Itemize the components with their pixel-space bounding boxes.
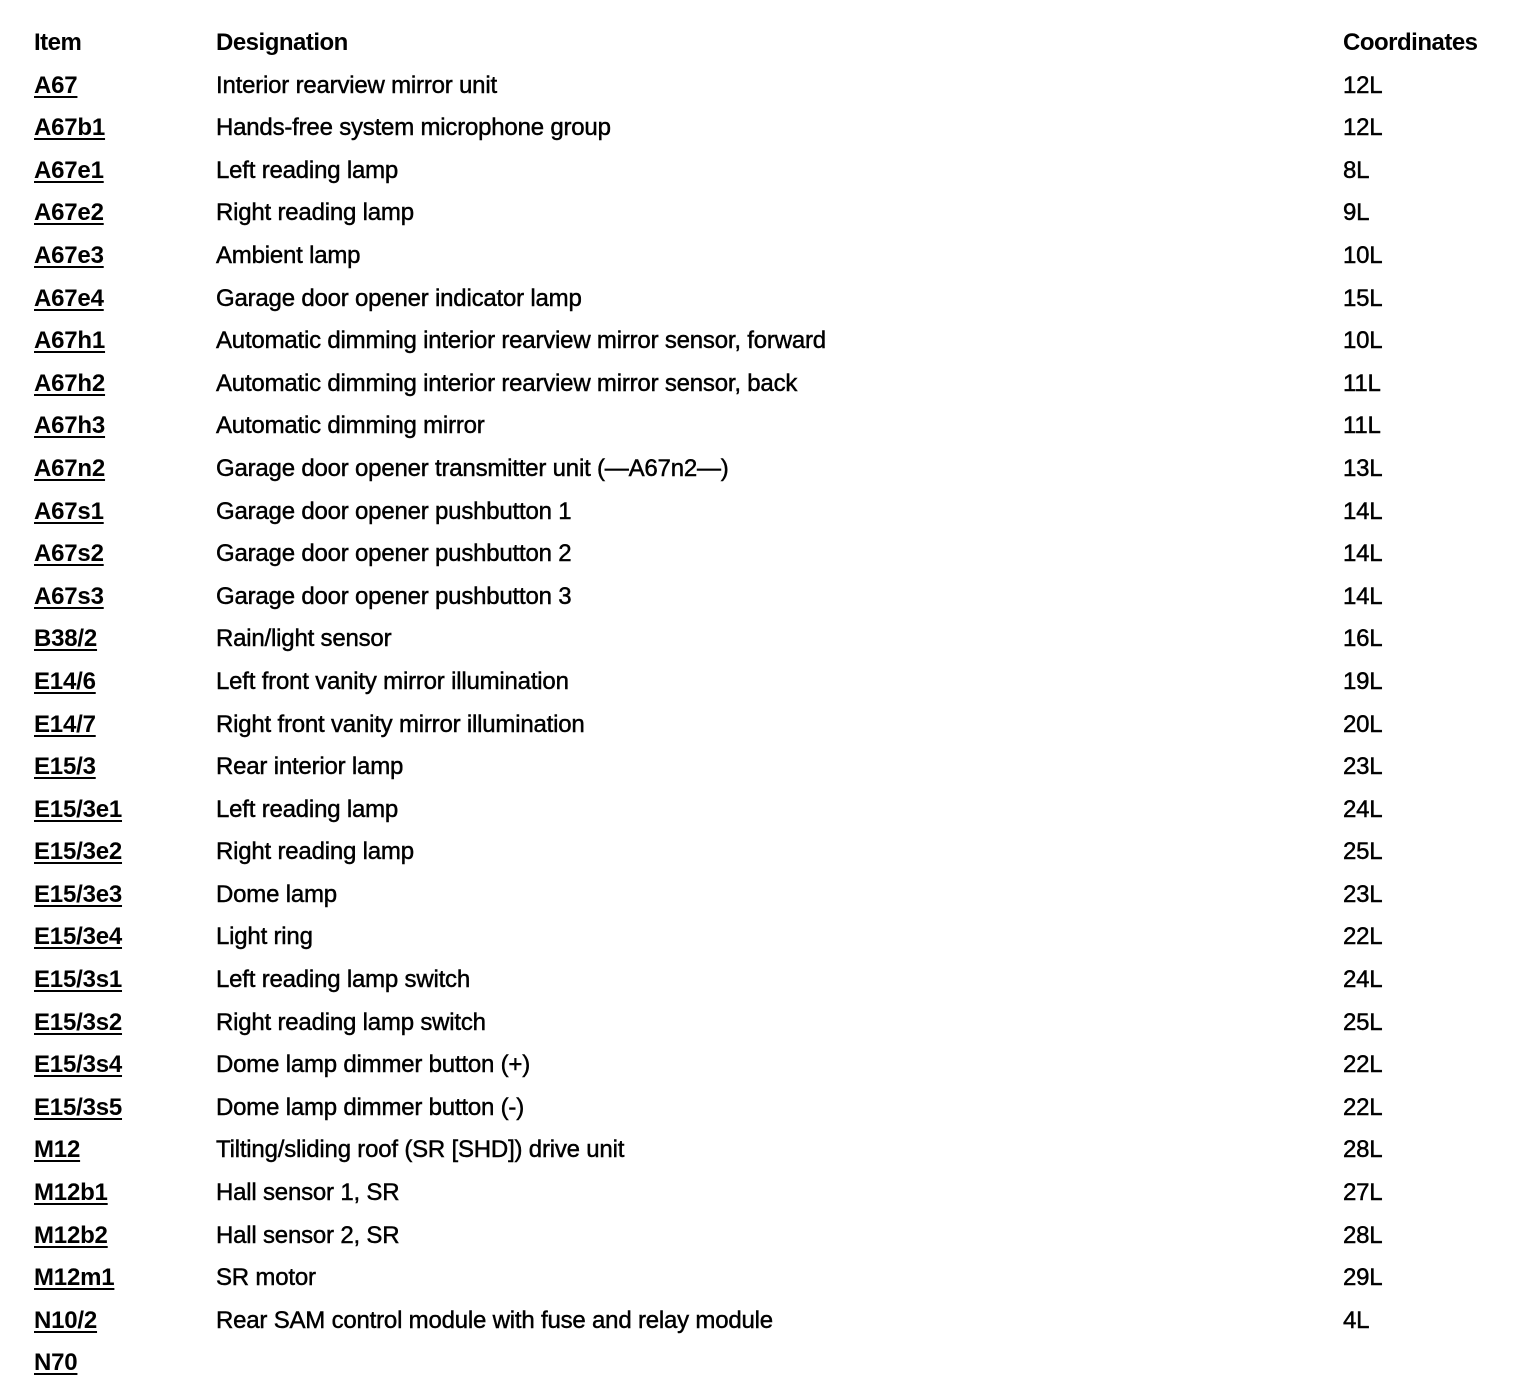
item-link[interactable]: E15/3e2 — [34, 838, 123, 866]
coordinates-cell — [1343, 1342, 1504, 1385]
table-row — [34, 1342, 1504, 1385]
header-designation: Designation — [216, 29, 348, 56]
item-cell — [34, 363, 216, 406]
table-row — [34, 1002, 1504, 1045]
item-cell — [34, 235, 216, 278]
designation-cell: Right front vanity mirror illumination — [216, 710, 585, 738]
table-row — [34, 1300, 1504, 1343]
coordinates-cell: 24L — [1343, 795, 1383, 823]
item-link[interactable]: E15/3e3 — [34, 880, 123, 908]
table-row — [34, 1215, 1504, 1258]
designation-cell: Automatic dimming interior rearview mirror sensor, forward — [216, 327, 826, 355]
item-cell — [34, 1300, 216, 1343]
item-cell — [34, 278, 216, 321]
table-row — [34, 65, 1504, 108]
item-cell — [34, 618, 216, 661]
coordinates-cell: 10L — [1343, 327, 1383, 355]
item-link[interactable]: E15/3e1 — [34, 795, 123, 823]
item-cell — [34, 150, 216, 193]
item-link[interactable]: A67n2 — [34, 454, 106, 482]
coordinates-cell: 23L — [1343, 880, 1383, 908]
item-link[interactable]: E15/3s1 — [34, 966, 123, 994]
item-cell — [34, 661, 216, 704]
item-link[interactable]: A67e3 — [34, 241, 104, 269]
designation-cell: Rain/light sensor — [216, 625, 392, 653]
item-cell — [34, 746, 216, 789]
table-row — [34, 874, 1504, 917]
table-row — [34, 1172, 1504, 1215]
item-link[interactable]: A67e2 — [34, 199, 104, 227]
coordinates-cell: 22L — [1343, 1093, 1383, 1121]
coordinates-cell: 13L — [1343, 454, 1383, 482]
item-link[interactable]: E15/3s2 — [34, 1008, 123, 1036]
coordinates-cell: 29L — [1343, 1264, 1383, 1292]
item-link[interactable]: M12m1 — [34, 1264, 115, 1292]
designation-cell: Dome lamp — [216, 880, 337, 908]
designation-cell: Garage door opener pushbutton 1 — [216, 497, 572, 525]
designation-cell: Hall sensor 1, SR — [216, 1179, 400, 1207]
designation-cell — [216, 1342, 1343, 1385]
coordinates-cell: 11L — [1343, 412, 1381, 440]
designation-cell: Light ring — [216, 923, 313, 951]
item-link[interactable]: N70 — [34, 1349, 78, 1377]
item-cell — [34, 1087, 216, 1130]
designation-cell: Tilting/sliding roof (SR [SHD]) drive unit — [216, 1136, 625, 1164]
item-link[interactable]: A67s1 — [34, 497, 104, 525]
item-cell — [34, 491, 216, 534]
item-cell — [34, 1172, 216, 1215]
designation-cell: Dome lamp dimmer button (-) — [216, 1093, 525, 1121]
table-row — [34, 150, 1504, 193]
designation-cell: Hall sensor 2, SR — [216, 1221, 400, 1249]
table-row — [34, 1257, 1504, 1300]
table-row — [34, 320, 1504, 363]
item-link[interactable]: B38/2 — [34, 625, 98, 653]
item-cell — [34, 320, 216, 363]
designation-cell: Right reading lamp switch — [216, 1008, 486, 1036]
coordinates-cell: 10L — [1343, 241, 1383, 269]
table-row — [34, 491, 1504, 534]
item-cell — [34, 789, 216, 832]
table-row — [34, 363, 1504, 406]
item-link[interactable]: E15/3s4 — [34, 1051, 123, 1079]
coordinates-cell: 14L — [1343, 582, 1383, 610]
header-item: Item — [34, 29, 82, 56]
table-row — [34, 704, 1504, 747]
item-link[interactable]: A67h3 — [34, 412, 106, 440]
coordinates-cell: 16L — [1343, 625, 1383, 653]
coordinates-cell: 22L — [1343, 1051, 1383, 1079]
designation-cell: Garage door opener pushbutton 2 — [216, 540, 572, 568]
table-row — [34, 192, 1504, 235]
item-cell — [34, 1257, 216, 1300]
item-link[interactable]: E15/3s5 — [34, 1093, 123, 1121]
item-cell — [34, 704, 216, 747]
coordinates-cell: 25L — [1343, 1008, 1383, 1036]
item-cell — [34, 831, 216, 874]
coordinates-cell: 19L — [1343, 667, 1383, 695]
item-cell — [34, 1129, 216, 1172]
coordinates-cell: 8L — [1343, 156, 1370, 184]
item-link[interactable]: M12 — [34, 1136, 81, 1164]
coordinates-cell: 14L — [1343, 540, 1383, 568]
item-cell — [34, 533, 216, 576]
table-row — [34, 107, 1504, 150]
table-row — [34, 533, 1504, 576]
coordinates-cell: 20L — [1343, 710, 1383, 738]
item-link[interactable]: N10/2 — [34, 1306, 98, 1334]
item-cell — [34, 107, 216, 150]
designation-cell: Right reading lamp — [216, 838, 414, 866]
designation-cell: Left reading lamp — [216, 156, 399, 184]
item-link[interactable]: A67s2 — [34, 540, 104, 568]
item-cell — [34, 959, 216, 1002]
item-link[interactable]: A67s3 — [34, 582, 104, 610]
item-cell — [34, 1002, 216, 1045]
coordinates-cell: 15L — [1343, 284, 1383, 312]
item-link[interactable]: A67e1 — [34, 156, 104, 184]
coordinates-cell: 23L — [1343, 753, 1383, 781]
table-row — [34, 618, 1504, 661]
coordinates-cell: 24L — [1343, 966, 1383, 994]
designation-cell: Ambient lamp — [216, 241, 361, 269]
item-link[interactable]: M12b1 — [34, 1179, 108, 1207]
table-row — [34, 576, 1504, 619]
coordinates-cell: 14L — [1343, 497, 1383, 525]
table-row — [34, 405, 1504, 448]
table-body — [34, 65, 1504, 1385]
table-row — [34, 448, 1504, 491]
designation-cell: Left reading lamp switch — [216, 966, 470, 994]
table-row — [34, 1087, 1504, 1130]
designation-cell: SR motor — [216, 1264, 316, 1292]
item-cell — [34, 1215, 216, 1258]
coordinates-cell: 11L — [1343, 369, 1381, 397]
item-link[interactable]: A67e4 — [34, 284, 104, 312]
coordinates-cell: 4L — [1343, 1306, 1370, 1334]
designation-cell: Interior rearview mirror unit — [216, 71, 497, 99]
table-row — [34, 959, 1504, 1002]
coordinates-cell: 9L — [1343, 199, 1370, 227]
designation-cell: Left reading lamp — [216, 795, 399, 823]
header-coordinates: Coordinates — [1343, 29, 1478, 56]
item-link[interactable]: A67b1 — [34, 114, 106, 142]
item-link[interactable]: E14/7 — [34, 710, 96, 738]
item-cell — [34, 874, 216, 917]
component-legend-table — [34, 22, 1504, 1385]
item-cell — [34, 1044, 216, 1087]
designation-cell: Rear SAM control module with fuse and relay module — [216, 1306, 773, 1334]
table-row — [34, 278, 1504, 321]
coordinates-cell: 12L — [1343, 114, 1383, 142]
coordinates-cell: 27L — [1343, 1179, 1383, 1207]
item-cell — [34, 1342, 216, 1385]
coordinates-cell: 22L — [1343, 923, 1383, 951]
item-cell — [34, 405, 216, 448]
item-cell — [34, 916, 216, 959]
item-link[interactable]: E15/3 — [34, 753, 96, 781]
item-cell — [34, 192, 216, 235]
coordinates-cell: 25L — [1343, 838, 1383, 866]
item-link[interactable]: E15/3e4 — [34, 923, 123, 951]
designation-cell: Automatic dimming mirror — [216, 412, 485, 440]
table-row — [34, 661, 1504, 704]
item-cell — [34, 448, 216, 491]
table-row — [34, 1129, 1504, 1172]
item-link[interactable]: A67h1 — [34, 327, 106, 355]
designation-cell: Automatic dimming interior rearview mirror sensor, back — [216, 369, 798, 397]
coordinates-cell: 28L — [1343, 1221, 1383, 1249]
designation-cell: Garage door opener indicator lamp — [216, 284, 582, 312]
table-row — [34, 1044, 1504, 1087]
designation-cell: Left front vanity mirror illumination — [216, 667, 569, 695]
header-row — [34, 22, 1504, 65]
table-row — [34, 746, 1504, 789]
item-cell — [34, 65, 216, 108]
item-link[interactable]: A67 — [34, 71, 78, 99]
table-row — [34, 831, 1504, 874]
designation-cell: Garage door opener transmitter unit (—A67n2—) — [216, 454, 729, 482]
table-row — [34, 916, 1504, 959]
table-row — [34, 789, 1504, 832]
item-cell — [34, 576, 216, 619]
designation-cell: Garage door opener pushbutton 3 — [216, 582, 572, 610]
designation-cell: Hands-free system microphone group — [216, 114, 611, 142]
coordinates-cell: 28L — [1343, 1136, 1383, 1164]
designation-cell: Dome lamp dimmer button (+) — [216, 1051, 531, 1079]
designation-cell: Right reading lamp — [216, 199, 414, 227]
item-link[interactable]: A67h2 — [34, 369, 106, 397]
table-row — [34, 235, 1504, 278]
item-link[interactable]: E14/6 — [34, 667, 96, 695]
coordinates-cell: 12L — [1343, 71, 1383, 99]
designation-cell: Rear interior lamp — [216, 753, 404, 781]
table-header — [34, 22, 1504, 65]
item-link[interactable]: M12b2 — [34, 1221, 108, 1249]
